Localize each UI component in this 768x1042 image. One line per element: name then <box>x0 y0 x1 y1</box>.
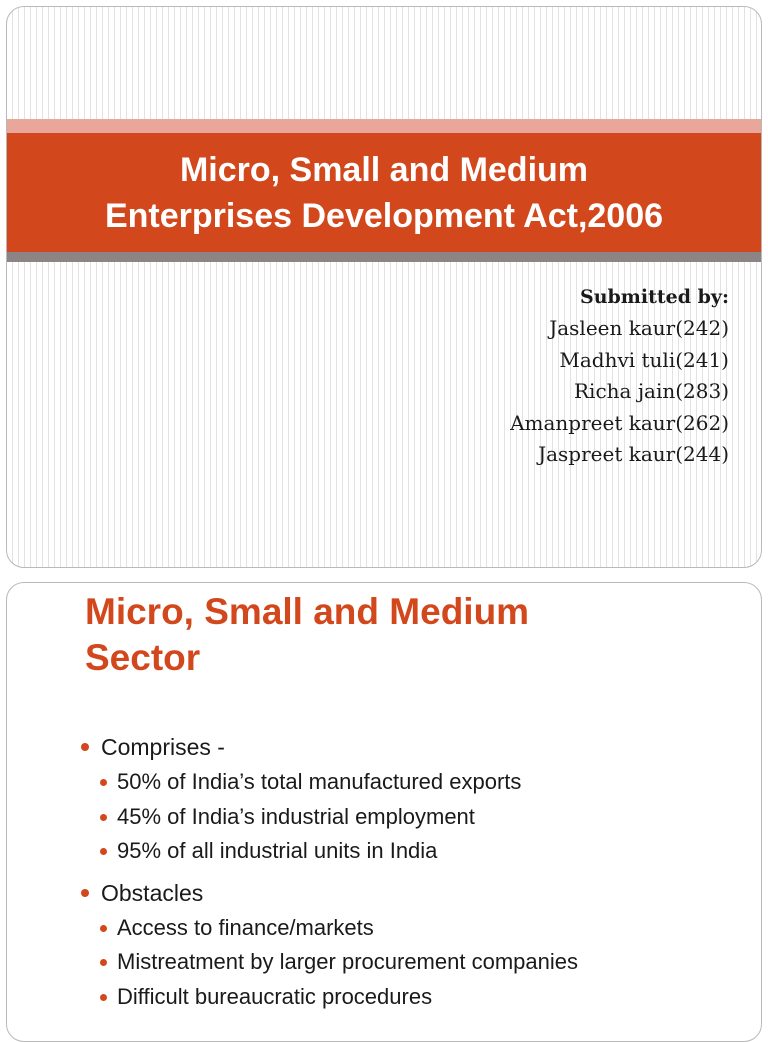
heading-line-1: Micro, Small and Medium <box>85 591 530 632</box>
member-name: Amanpreet kaur(262) <box>510 410 729 435</box>
bullet-comprises: Comprises - <box>77 729 578 765</box>
title-slide <box>6 6 762 568</box>
content-slide <box>6 582 762 1042</box>
sub-bullet-group <box>77 765 578 869</box>
title-line-2: Enterprises Development Act,2006 <box>104 196 664 235</box>
accent-stripe <box>7 119 761 133</box>
sub-bullet-item: Difficult bureaucratic procedures <box>77 980 578 1015</box>
heading-line-2: Sector <box>85 637 201 678</box>
presentation-title <box>105 147 663 239</box>
sub-bullet-list <box>77 911 578 1015</box>
member-name: Jaspreet kaur(244) <box>538 442 729 466</box>
sub-bullet-list <box>77 765 578 869</box>
title-line-1: Micro, Small and Medium <box>179 150 589 189</box>
member-name: Jasleen kaur(242) <box>549 316 729 340</box>
sub-bullet-item: 95% of all industrial units in India <box>77 834 578 869</box>
submitted-by-block <box>510 281 729 471</box>
bullet-list <box>77 729 578 1020</box>
bullet-obstacles: Obstacles <box>77 875 578 911</box>
member-name: Madhvi tuli(241) <box>559 347 729 372</box>
member-name: Richa jain(283) <box>574 379 729 403</box>
sub-bullet-item: Mistreatment by larger procurement companies <box>77 945 578 980</box>
slide-heading <box>85 589 529 681</box>
sub-bullet-item: 45% of India’s industrial employment <box>77 800 578 835</box>
divider-stripe <box>7 252 761 262</box>
sub-bullet-group <box>77 911 578 1015</box>
sub-bullet-item: Access to finance/markets <box>77 911 578 946</box>
submitted-by-heading: Submitted by: <box>579 286 729 308</box>
sub-bullet-item: 50% of India’s total manufactured exports <box>77 765 578 800</box>
title-banner <box>7 133 761 252</box>
